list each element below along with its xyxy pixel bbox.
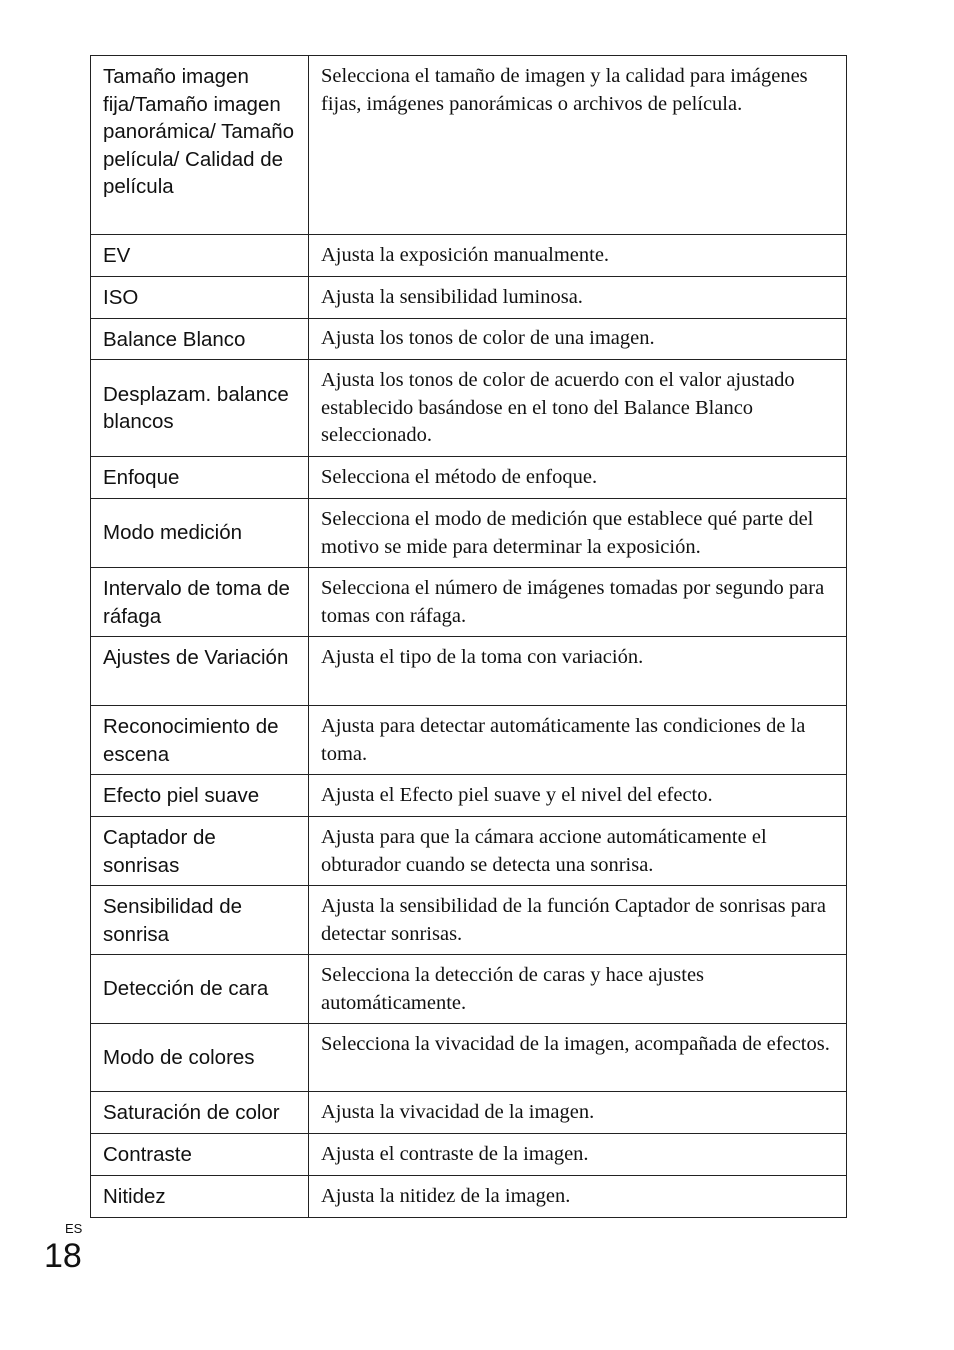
setting-description: Ajusta para que la cámara accione automáticamente el obturador cuando se detecta una sonrisa. — [309, 817, 847, 886]
page-number: 18 — [44, 1237, 82, 1275]
setting-description: Selecciona el método de enfoque. — [309, 457, 847, 499]
settings-table — [90, 55, 847, 1218]
setting-name: Captador de sonrisas — [91, 817, 309, 886]
page-footer — [44, 1222, 82, 1274]
setting-description: Ajusta la nitidez de la imagen. — [309, 1176, 847, 1218]
setting-name: Balance Blanco — [91, 319, 309, 360]
setting-description: Ajusta la vivacidad de la imagen. — [309, 1092, 847, 1134]
setting-description: Selecciona la vivacidad de la imagen, acompañada de efectos. — [309, 1024, 847, 1092]
table-row — [91, 1024, 847, 1092]
setting-name: Ajustes de Variación — [91, 637, 309, 706]
table-row — [91, 706, 847, 775]
table-row — [91, 1134, 847, 1176]
setting-description: Ajusta el contraste de la imagen. — [309, 1134, 847, 1176]
table-row — [91, 499, 847, 568]
setting-description: Ajusta los tonos de color de acuerdo con el valor ajustado establecido basándose en el tono del Balance Blanco seleccionado. — [309, 360, 847, 457]
table-row — [91, 56, 847, 235]
setting-name: Intervalo de toma de ráfaga — [91, 568, 309, 637]
setting-name: Nitidez — [91, 1176, 309, 1218]
setting-name: Modo de colores — [91, 1024, 309, 1092]
table-row — [91, 277, 847, 319]
setting-description: Ajusta para detectar automáticamente las condiciones de la toma. — [309, 706, 847, 775]
setting-description: Selecciona el tamaño de imagen y la calidad para imágenes fijas, imágenes panorámicas o archivos de película. — [309, 56, 847, 235]
table-row — [91, 457, 847, 499]
table-row — [91, 955, 847, 1024]
setting-description: Selecciona el número de imágenes tomadas por segundo para tomas con ráfaga. — [309, 568, 847, 637]
setting-description: Ajusta la sensibilidad luminosa. — [309, 277, 847, 319]
table-row — [91, 1176, 847, 1218]
table-row — [91, 886, 847, 955]
setting-description: Ajusta los tonos de color de una imagen. — [309, 319, 847, 360]
setting-name: Tamaño imagen fija/Tamaño imagen panorámica/ Tamaño película/ Calidad de película — [91, 56, 309, 235]
setting-description: Selecciona el modo de medición que establece qué parte del motivo se mide para determinar la exposición. — [309, 499, 847, 568]
setting-name: Enfoque — [91, 457, 309, 499]
setting-name: Reconocimiento de escena — [91, 706, 309, 775]
setting-name: Saturación de color — [91, 1092, 309, 1134]
setting-description: Ajusta la exposición manualmente. — [309, 235, 847, 277]
setting-description: Ajusta el tipo de la toma con variación. — [309, 637, 847, 706]
table-row — [91, 360, 847, 457]
setting-description: Selecciona la detección de caras y hace ajustes automáticamente. — [309, 955, 847, 1024]
setting-description: Ajusta la sensibilidad de la función Captador de sonrisas para detectar sonrisas. — [309, 886, 847, 955]
table-row — [91, 319, 847, 360]
table-row — [91, 1092, 847, 1134]
setting-name: Efecto piel suave — [91, 775, 309, 817]
language-code: ES — [65, 1221, 83, 1236]
setting-name: Detección de cara — [91, 955, 309, 1024]
table-row — [91, 775, 847, 817]
setting-name: Modo medición — [91, 499, 309, 568]
table-row — [91, 637, 847, 706]
table-row — [91, 817, 847, 886]
setting-name: Desplazam. balance blancos — [91, 360, 309, 457]
setting-name: ISO — [91, 277, 309, 319]
setting-name: EV — [91, 235, 309, 277]
setting-name: Sensibilidad de sonrisa — [91, 886, 309, 955]
table-row — [91, 568, 847, 637]
table-row — [91, 235, 847, 277]
setting-name: Contraste — [91, 1134, 309, 1176]
setting-description: Ajusta el Efecto piel suave y el nivel del efecto. — [309, 775, 847, 817]
